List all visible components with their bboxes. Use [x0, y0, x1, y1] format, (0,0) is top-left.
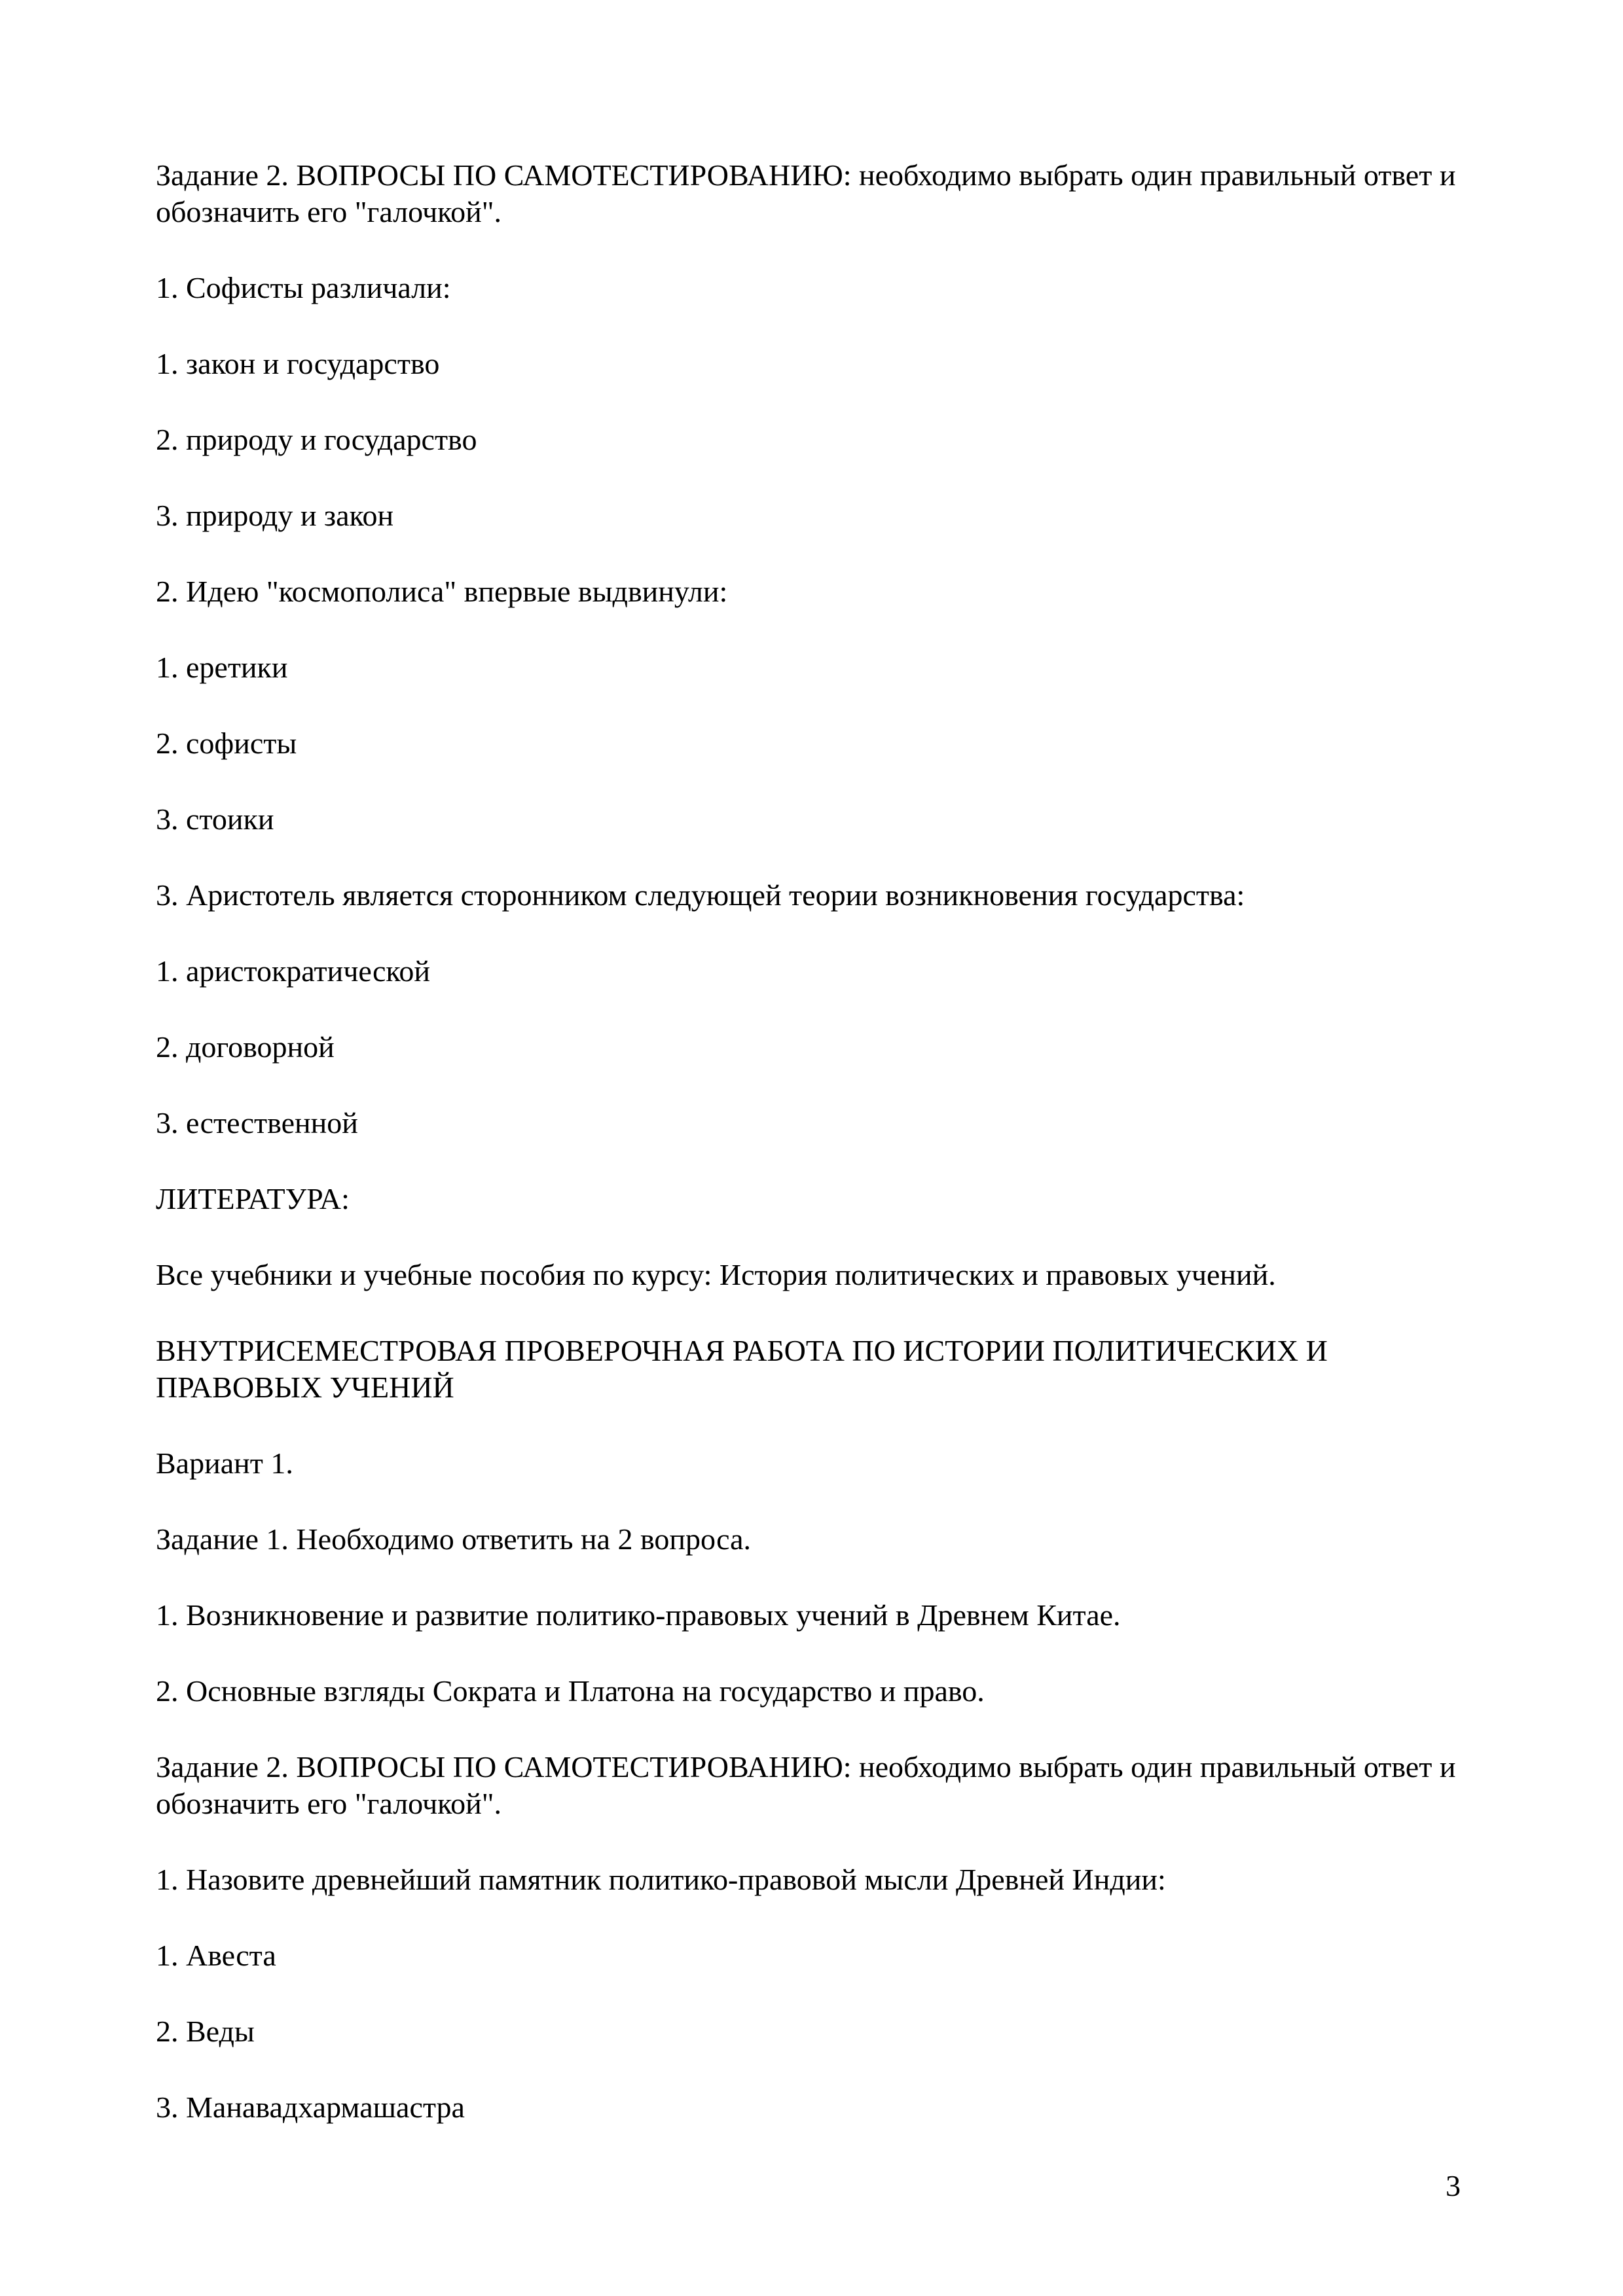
task-1-question-2: 2. Основные взгляды Сократа и Платона на государство и право. [156, 1674, 985, 1708]
answer-option: 3. естественной [156, 1106, 358, 1139]
answer-option: 2. Веды [156, 2015, 255, 2048]
answer-option: 1. Авеста [156, 1939, 276, 1972]
page-content [156, 157, 1478, 2165]
answer-option: 2. природу и государство [156, 423, 477, 456]
question-2-cosmopolis: 2. Идею "космополиса" впервые выдвинули: [156, 575, 728, 608]
page-number: 3 [1446, 2169, 1461, 2202]
section-heading: ВНУТРИСЕМЕСТРОВАЯ ПРОВЕРОЧНАЯ РАБОТА ПО ИСТОРИИ ПОЛИТИЧЕСКИХ И ПРАВОВЫХ УЧЕНИЙ [156, 1334, 1328, 1404]
literature-heading: ЛИТЕРАТУРА: [156, 1182, 350, 1215]
answer-option: 3. Манавадхармашастра [156, 2090, 465, 2124]
task-2-instruction: Задание 2. ВОПРОСЫ ПО САМОТЕСТИРОВАНИЮ: необходимо выбрать один правильный ответ и обозначить его "галочкой". [156, 158, 1456, 228]
answer-option: 1. закон и государство [156, 347, 440, 380]
answer-option: 1. аристократической [156, 954, 430, 988]
task-1-question-1: 1. Возникновение и развитие политико-правовых учений в Древнем Китае. [156, 1598, 1121, 1632]
answer-option: 1. еретики [156, 651, 288, 684]
literature-text: Все учебники и учебные пособия по курсу: История политических и правовых учений. [156, 1258, 1276, 1291]
answer-option: 3. природу и закон [156, 499, 394, 532]
answer-option: 2. договорной [156, 1030, 335, 1064]
answer-option: 3. стоики [156, 802, 274, 836]
question-1-sophists: 1. Софисты различали: [156, 271, 451, 304]
variant-label: Вариант 1. [156, 1446, 293, 1480]
question-3-aristotle: 3. Аристотель является сторонником следующей теории возникновения государства: [156, 878, 1245, 912]
question-1-india: 1. Назовите древнейший памятник политико-правовой мысли Древней Индии: [156, 1863, 1166, 1896]
task-1-instruction: Задание 1. Необходимо ответить на 2 вопроса. [156, 1522, 752, 1556]
answer-option: 2. софисты [156, 726, 297, 760]
task-2-instruction: Задание 2. ВОПРОСЫ ПО САМОТЕСТИРОВАНИЮ: необходимо выбрать один правильный ответ и обозначить его "галочкой". [156, 1750, 1456, 1820]
